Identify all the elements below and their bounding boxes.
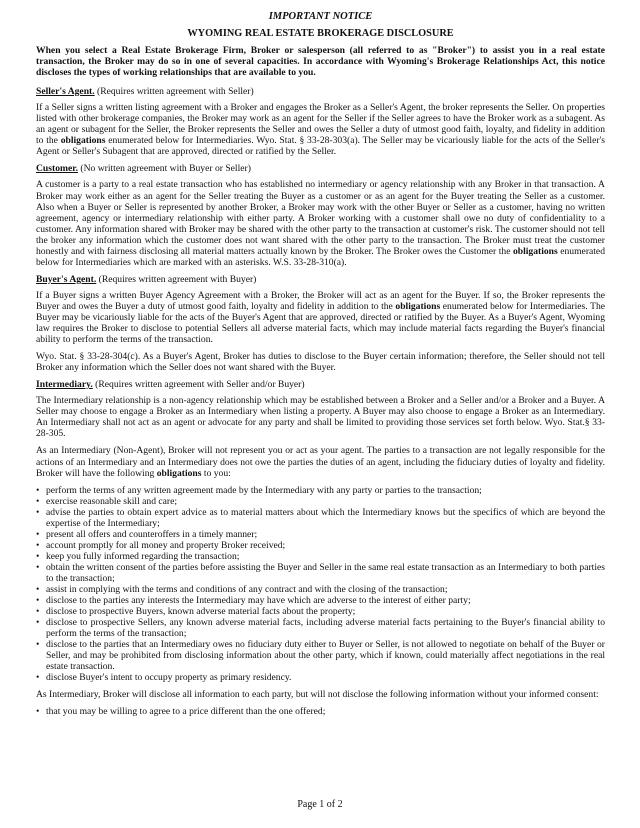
customer-note: (No written agreement with Buyer or Seller) [78,163,251,175]
intermediary-obligations: obligations [156,467,202,479]
bullet-icon: • [36,706,40,718]
bullet-icon: • [36,672,40,684]
list-item [36,606,605,617]
list-item [36,639,605,672]
list-item-text: disclose to prospective Sellers, any known adverse material facts, including adverse material facts pertaining to the Buyer's financial ability to perform the terms of the transaction; [46,617,605,640]
seller-agent-text-a: If a Seller signs a written listing agreement with a Broker and engages the Broker as a Seller's Agent, the broker represents the Seller. On properties listed with other brokerage companies, the Broker may work as an agent for the Seller if the Seller agrees to have the Broker work as a subagent. As an agent or subagent for the Seller, the Broker represents the Seller and owes the Seller a duty of utmost good faith, loyalty, and fidelity in addition to the [36,102,605,147]
buyer-agent-text-a: If a Buyer signs a written Buyer Agency Agreement with a Broker, the Broker will act as an agent for the Buyer. If so, the Broker represents the Buyer and owes the Buyer a duty of utmost good faith, loyalty and fidelity in addition to the [36,289,605,312]
list-item [36,529,605,540]
bullet-icon: • [36,617,40,629]
list-item-text: exercise reasonable skill and care; [46,495,178,507]
bullet-icon: • [36,584,40,596]
seller-agent-paragraph [36,102,605,157]
intermediary-title: Intermediary. [36,379,93,391]
list-item [36,562,605,584]
bullet-icon: • [36,550,40,562]
list-item-text: disclose to the parties any interests the Intermediary may have which are adverse to the interest of either party; [46,595,471,607]
list-item-text: obtain the written consent of the parties before assisting the Buyer and Seller in the same real estate transaction as an Intermediary to both parties to the transaction; [46,561,605,584]
consent-list [36,706,605,717]
list-item [36,584,605,595]
bullet-icon: • [36,595,40,607]
customer-text-b: enumerated below for Intermediaries which are marked with an asterisks. W.S. 33-28-310(a). [36,245,605,268]
page-title: WYOMING REAL ESTATE BROKERAGE DISCLOSURE [187,28,454,39]
intermediary-paragraph-1: The Intermediary relationship is a non-agency relationship which may be established between a Broker and a Seller and/or a Broker and a Buyer. A Seller may choose to engage a Broker as an Intermediary when listing a property. A Buyer may also choose to engage a Broker as an Intermediary. An Intermediary shall not act as an agent or advocate for any party and shall be limited to providing those services set forth below. Wyo. Stat.§ 33-28-305. [36,395,605,440]
list-item-text: perform the terms of any written agreement made by the Intermediary with any party or parties to the transaction; [46,484,482,496]
list-item-text: disclose to prospective Buyers, known adverse material facts about the property; [46,606,356,618]
bullet-icon: • [36,484,40,496]
list-item [36,551,605,562]
buyer-agent-obligations: obligations [395,300,441,312]
intro-paragraph: When you select a Real Estate Brokerage Firm, Broker or salesperson (all referred to as "Broker") to assist you in a real estate transaction, the Broker may do so in one of several capacities. In accordance with Wyoming's Brokerage Relationships Act, this notice discloses the types of working relationships that are available to you. [36,45,605,79]
seller-agent-title: Seller's Agent. [36,86,95,98]
intermediary-text-a: As an Intermediary (Non-Agent), Broker will not represent you or act as your agent. The parties to a transaction are not legally responsible for the actions of an Intermediary and an Intermediary does not owe the parties the duties of an agent, including the fiduciary duties of loyalty and fidelity. Broker will have the following [36,445,605,479]
intermediary-note: (Requires written agreement with Seller and/or Buyer) [92,379,305,391]
bullet-icon: • [36,561,40,573]
buyer-agent-text-b: enumerated below for Intermediaries. The Buyer may be vicariously liable for the acts of the Buyer's Agent that are approved, directed or ratified by the Buyer. As a Buyer's Agent, Wyoming law requires the Broker to disclose to potential Sellers all adverse material facts, which may include material facts regarding the Buyer's financial ability to perform the terms of the transaction. [36,300,605,346]
list-item [36,595,605,606]
customer-obligations: obligations [512,245,558,257]
buyer-agent-paragraph-2: Wyo. Stat. § 33-28-304(c). As a Buyer's Agent, Broker has duties to disclose to the Buyer certain information; therefore, the Seller should not tell Broker any information which the Seller does not want shared with the Buyer. [36,351,605,374]
obligations-list [36,485,605,684]
list-item-text: that you may be willing to agree to a price different than the one offered; [46,706,326,718]
customer-text-a: A customer is a party to a real estate transaction who has established no intermediary or agency relationship with any Broker in that transaction. A Broker may work either as an agent for the Seller treating the Buyer as a customer or as an agent for the Buyer treating the Seller as a customer. Also when a Buyer or Seller is represented by another Broker, a Broker may work with the other Buyer or Seller as a customer, having no written agreement, agency or intermediary relationship with either party. A Broker working with a customer shall owe no duty of confidentiality to a customer. Any information shared with Broker may be shared with the other party to the transaction at customer's risk. The customer should not tell the broker any information which the customer does not want shared with the other party to the transaction. The Broker must treat the customer honestly and with fairness disclosing all material matters actually known by the Broker. The Broker owes the Customer the [36,179,605,257]
list-item [36,485,605,496]
bullet-icon: • [36,539,40,551]
intermediary-paragraph-2 [36,445,605,478]
customer-paragraph [36,179,605,267]
bullet-icon: • [36,639,40,651]
buyer-agent-title: Buyer's Agent. [36,273,97,285]
list-item-text: account promptly for all money and property Broker received; [46,539,286,551]
list-item-text: disclose Buyer's intent to occupy property as primary residency. [46,672,292,684]
intermediary-text-b: to you: [201,467,231,479]
intermediary-paragraph-3: As Intermediary, Broker will disclose all information to each party, but will not disclose the following information without your informed consent: [36,689,599,701]
seller-agent-heading [36,86,605,97]
list-item [36,507,605,529]
important-notice-heading: IMPORTANT NOTICE [268,11,373,22]
seller-agent-text-b: enumerated below for Intermediaries. Wyo. Stat. § 33-28-303(a). The Seller may be vicariously liable for the acts of the Seller's Agent or Seller's Subagent that are approved, directed or ratified by the Seller. [36,135,605,158]
list-item-text: advise the parties to obtain expert advice as to material matters about which the Intermediary knows but the specifics of which are beyond the expertise of the Intermediary; [46,506,605,529]
list-item [36,496,605,507]
bullet-icon: • [36,506,40,518]
bullet-icon: • [36,528,40,540]
bullet-icon: • [36,606,40,618]
buyer-agent-note: (Requires written agreement with Buyer) [96,273,257,285]
seller-agent-obligations: obligations [60,135,106,147]
list-item-text: present all offers and counteroffers in a timely manner; [46,528,258,540]
bullet-icon: • [36,495,40,507]
buyer-agent-heading [36,274,605,285]
list-item [36,617,605,639]
list-item-text: disclose to the parties that an Intermediary owes no fiduciary duty either to Buyer or Seller, is not allowed to negotiate on behalf of the Buyer or Seller, and may be prohibited from disclosing information about the other party, which if known, could materially affect negotiations in the real estate transaction. [46,639,605,673]
seller-agent-note: (Requires written agreement with Seller) [94,86,254,98]
list-item-text: assist in complying with the terms and conditions of any contract and with the closing of the transaction; [46,584,448,596]
customer-title: Customer. [36,163,79,175]
customer-heading [36,163,605,174]
list-item [36,672,605,683]
page-number: Page 1 of 2 [297,799,343,810]
list-item-text: keep you fully informed regarding the transaction; [46,550,240,562]
list-item [36,540,605,551]
buyer-agent-paragraph [36,290,605,345]
intermediary-heading [36,379,605,390]
list-item [36,706,605,717]
